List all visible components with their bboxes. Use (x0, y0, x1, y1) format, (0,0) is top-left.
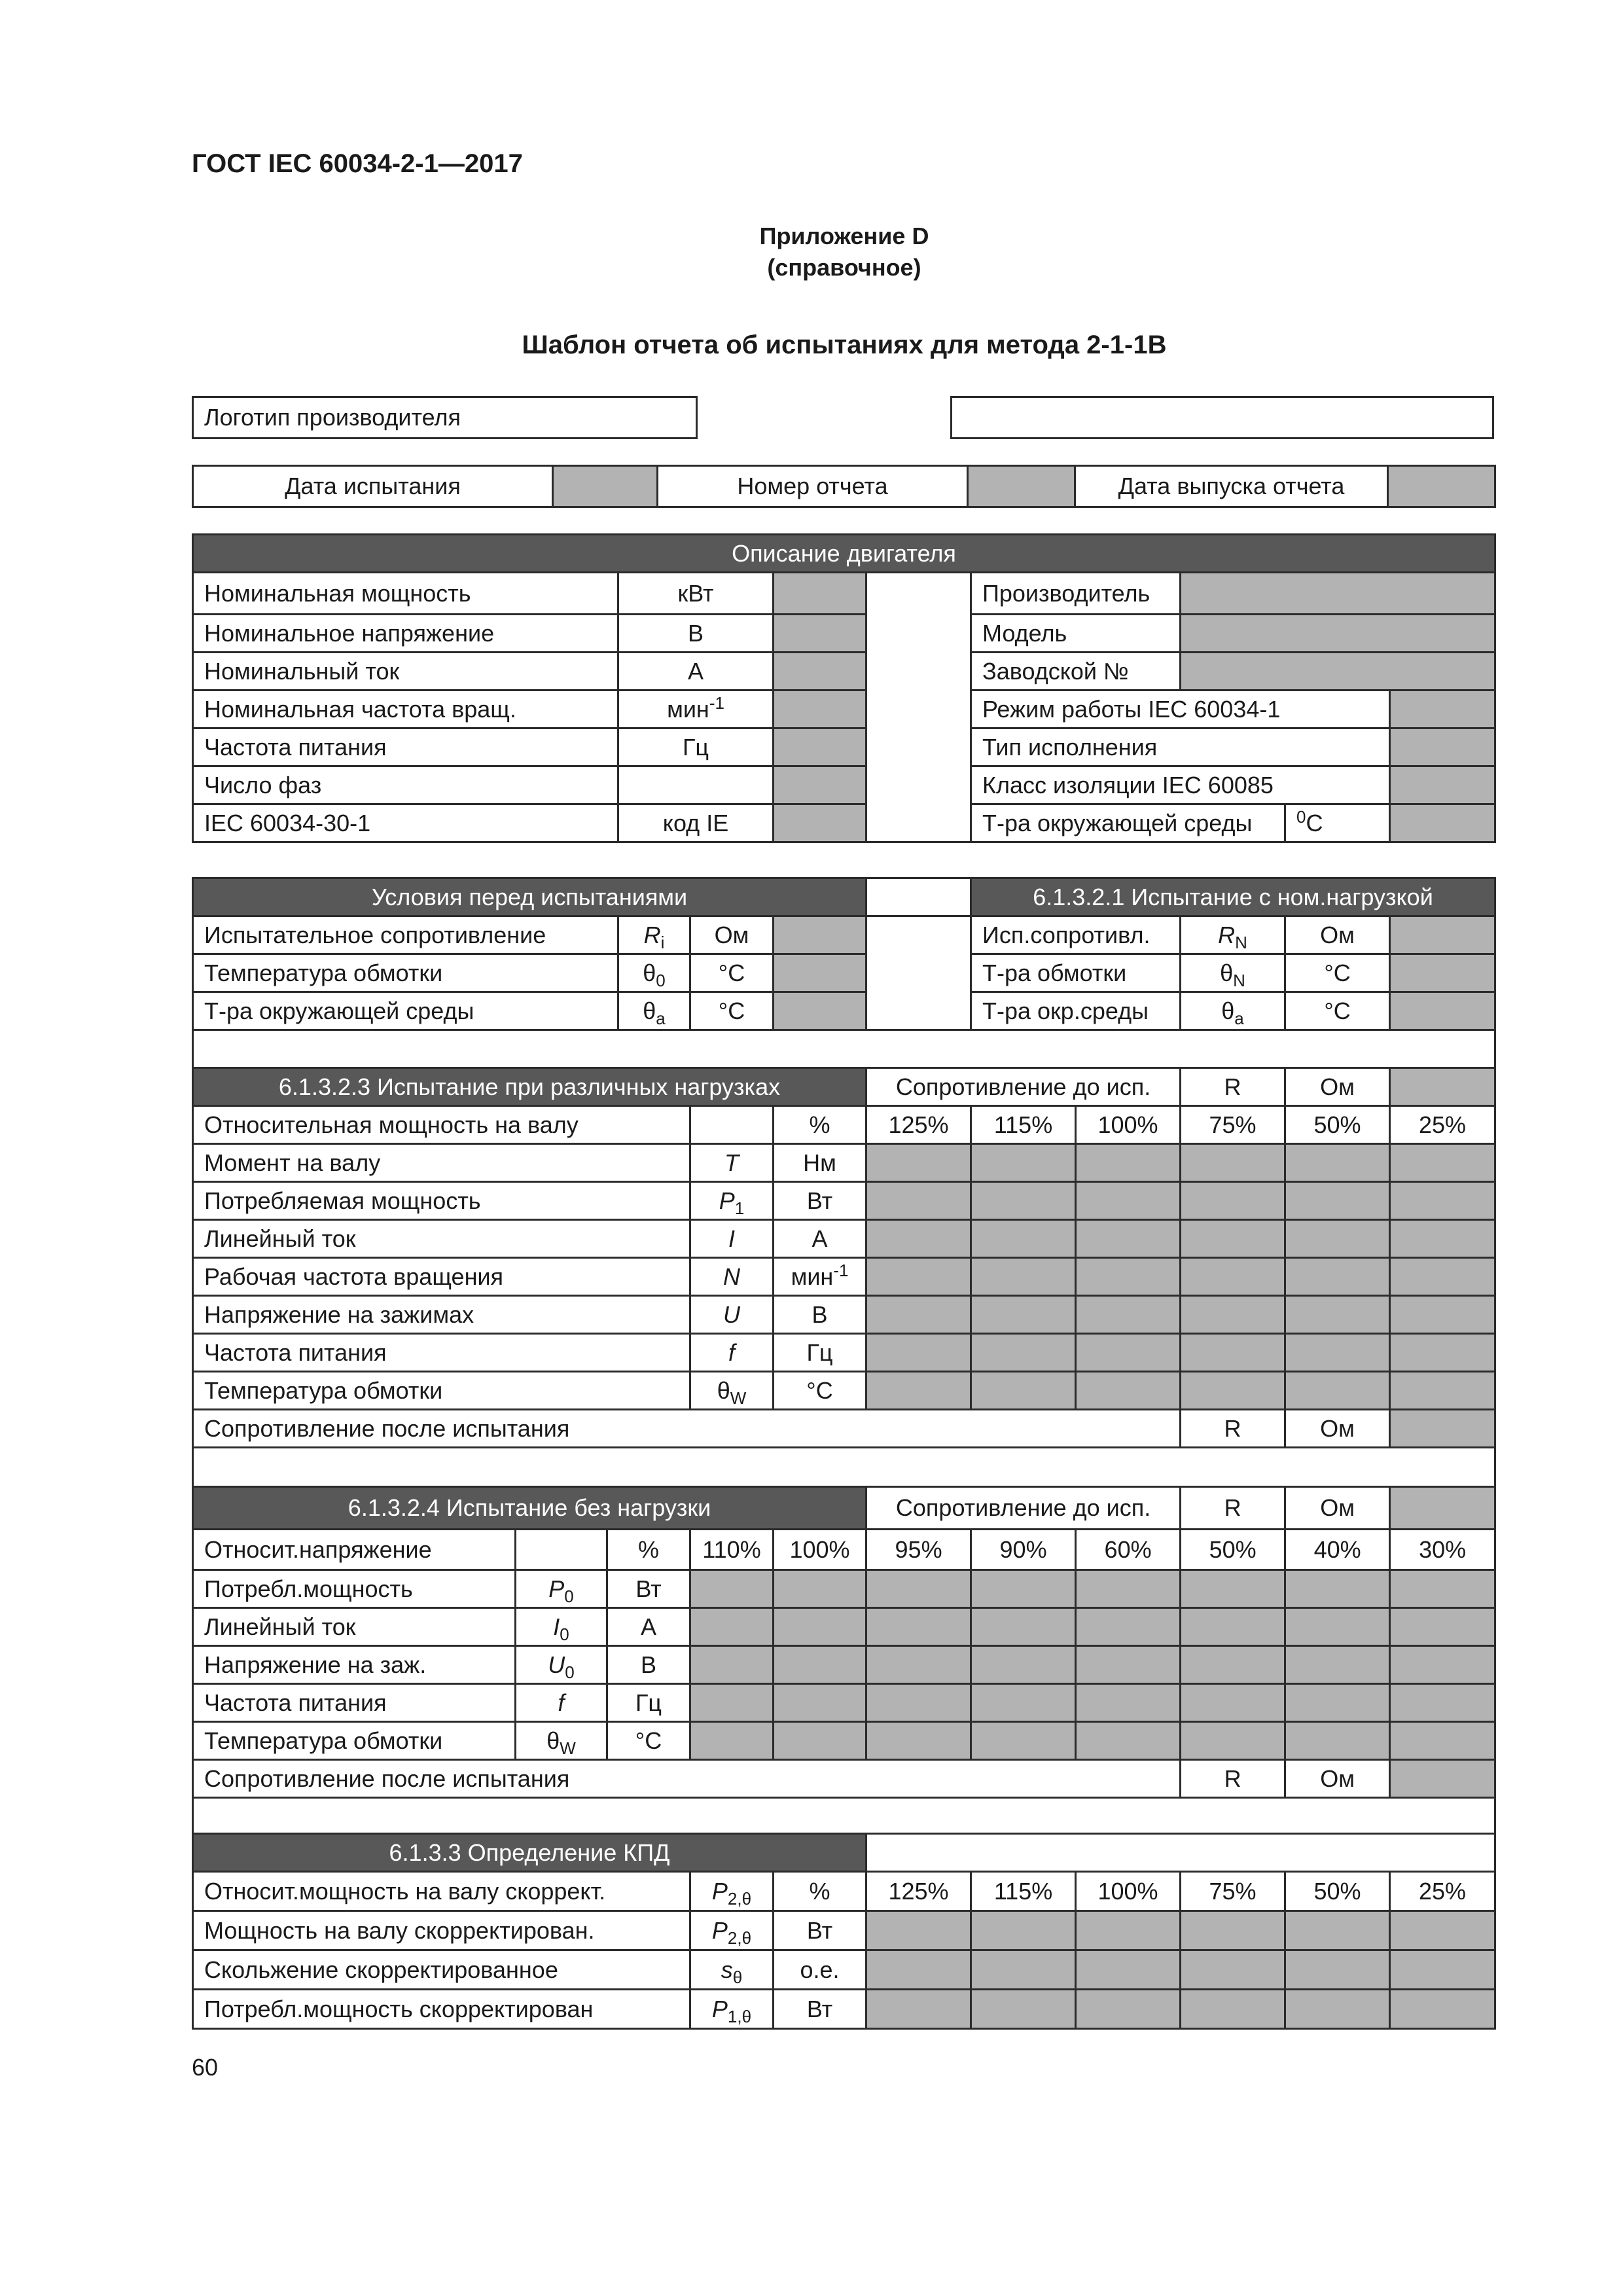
noload-test-title: 6.1.3.2.4 Испытание без нагрузки (193, 1487, 866, 1530)
motor-unit: мин$^{-1}$ (618, 691, 774, 728)
noload-label: Линейный ток (193, 1608, 516, 1646)
pretest-bottom-gap (193, 1030, 1495, 1068)
load-value-field[interactable] (1181, 1296, 1285, 1334)
motor-label: Номинальная мощность (193, 573, 618, 615)
motor-label: Число фаз (193, 766, 618, 804)
motor-label: Частота питания (193, 728, 618, 766)
noload-value-field[interactable] (1076, 1646, 1181, 1684)
efficiency-value-field[interactable] (971, 1950, 1076, 1990)
rated-unit: Ом (1285, 916, 1390, 954)
efficiency-row (193, 1950, 1495, 1990)
load-row (193, 1258, 1495, 1296)
load-value-field[interactable] (866, 1334, 971, 1372)
logo-image-box (950, 396, 1494, 439)
noload-after-field[interactable] (1390, 1760, 1495, 1798)
noload-value-field[interactable] (1390, 1646, 1495, 1684)
noload-value-field[interactable] (866, 1608, 971, 1646)
efficiency-value-field[interactable] (1390, 1911, 1495, 1950)
load-percent: 100% (1076, 1106, 1181, 1144)
motor-value-field[interactable] (774, 653, 866, 691)
motor-value-field[interactable] (774, 728, 866, 766)
noload-percent: 40% (1285, 1530, 1390, 1570)
test-date-field[interactable] (553, 466, 658, 507)
noload-value-field[interactable] (1181, 1684, 1285, 1722)
symbol: $P_{1,\theta}$ (690, 1990, 774, 2029)
motor-right-label: Тип исполнения (971, 728, 1390, 766)
load-value-field[interactable] (1390, 1296, 1495, 1334)
motor-label: IEC 60034-30-1 (193, 804, 618, 842)
load-row (193, 1372, 1495, 1410)
symbol: $P_{2,\theta}$ (690, 1911, 774, 1950)
load-value-field[interactable] (1181, 1144, 1285, 1182)
motor-label: Номинальное напряжение (193, 615, 618, 653)
symbol: $U_0$ (516, 1646, 607, 1684)
load-value-field[interactable] (1285, 1182, 1390, 1220)
symbol: f (516, 1684, 607, 1722)
noload-value-field[interactable] (774, 1722, 866, 1760)
load-value-field[interactable] (1076, 1258, 1181, 1296)
noload-value-field[interactable] (971, 1570, 1076, 1608)
noload-value-field[interactable] (690, 1608, 774, 1646)
load-percent-empty (690, 1106, 774, 1144)
pretest-spacer (866, 878, 971, 916)
load-r-label: R (1181, 1068, 1285, 1106)
logo-image-field[interactable] (952, 397, 1493, 439)
model-field[interactable] (1181, 615, 1495, 653)
pretest-unit: °C (690, 992, 774, 1030)
efficiency-percent: 50% (1285, 1872, 1390, 1911)
motor-right-label: Заводской № (971, 653, 1181, 691)
noload-value-field[interactable] (690, 1684, 774, 1722)
noload-unit: Вт (607, 1570, 690, 1608)
motor-right-label: Класс изоляции IEC 60085 (971, 766, 1390, 804)
page-title: Шаблон отчета об испытаниях для метода 2-1-1В (522, 331, 1167, 359)
load-value-field[interactable] (1181, 1334, 1285, 1372)
noload-value-field[interactable] (1076, 1684, 1181, 1722)
motor-value-field[interactable] (774, 573, 866, 615)
rated-symbol: $\theta_N$ (1181, 954, 1285, 992)
construction-field[interactable] (1390, 728, 1495, 766)
load-label: Рабочая частота вращения (193, 1258, 690, 1296)
load-value-field[interactable] (1390, 1144, 1495, 1182)
noload-percent: 110% (690, 1530, 774, 1570)
noload-row (193, 1646, 1495, 1684)
report-dates-row (192, 465, 1496, 508)
load-value-field[interactable] (1285, 1334, 1390, 1372)
efficiency-value-field[interactable] (971, 1990, 1076, 2029)
pretest-symbol: $R_i$ (618, 916, 690, 954)
load-value-field[interactable] (1390, 1372, 1495, 1410)
load-value-field[interactable] (1390, 1220, 1495, 1258)
noload-value-field[interactable] (1076, 1722, 1181, 1760)
efficiency-percent-label: Относит.мощность на валу скоррект. (193, 1872, 690, 1911)
efficiency-value-field[interactable] (1285, 1990, 1390, 2029)
symbol: $P_0$ (516, 1570, 607, 1608)
motor-right-label: Т-ра окружающей среды (971, 804, 1285, 842)
load-value-field[interactable] (866, 1220, 971, 1258)
efficiency-percent: 115% (971, 1872, 1076, 1911)
motor-right-label: Модель (971, 615, 1181, 653)
motor-value-field[interactable] (774, 615, 866, 653)
load-value-field[interactable] (1076, 1220, 1181, 1258)
noload-r-label: R (1181, 1487, 1285, 1530)
noload-value-field[interactable] (1390, 1570, 1495, 1608)
ambient-temp-field[interactable] (1390, 804, 1495, 842)
load-value-field[interactable] (1076, 1144, 1181, 1182)
noload-label: Частота питания (193, 1684, 516, 1722)
noload-after-ohm: Ом (1285, 1760, 1390, 1798)
ambient-unit: $^0$C (1285, 804, 1390, 842)
motor-right-label: Режим работы IEC 60034-1 (971, 691, 1390, 728)
noload-value-field[interactable] (1285, 1646, 1390, 1684)
symbol: $\theta_W$ (516, 1722, 607, 1760)
load-percent: 125% (866, 1106, 971, 1144)
noload-test-table (192, 1486, 1496, 1836)
rated-label: Исп.сопротивл. (971, 916, 1181, 954)
noload-after-label: Сопротивление после испытания (193, 1760, 1181, 1798)
efficiency-label: Мощность на валу скорректирован. (193, 1911, 690, 1950)
efficiency-label: Скольжение скорректированное (193, 1950, 690, 1990)
noload-value-field[interactable] (1181, 1608, 1285, 1646)
page-number: 60 (192, 2054, 219, 2081)
noload-value-field[interactable] (971, 1608, 1076, 1646)
symbol: $\theta_W$ (690, 1372, 774, 1410)
load-value-field[interactable] (866, 1144, 971, 1182)
noload-value-field[interactable] (1390, 1684, 1495, 1722)
noload-after-r: R (1181, 1760, 1285, 1798)
load-value-field[interactable] (1285, 1296, 1390, 1334)
load-bottom-gap (193, 1448, 1495, 1486)
noload-percent: 100% (774, 1530, 866, 1570)
load-value-field[interactable] (1390, 1334, 1495, 1372)
load-value-field[interactable] (1076, 1296, 1181, 1334)
issue-date-label: Дата выпуска отчета (1075, 466, 1388, 507)
efficiency-value-field[interactable] (1181, 1950, 1285, 1990)
load-value-field[interactable] (1285, 1220, 1390, 1258)
noload-value-field[interactable] (971, 1684, 1076, 1722)
noload-value-field[interactable] (971, 1646, 1076, 1684)
noload-percent-label: Относит.напряжение (193, 1530, 516, 1570)
noload-value-field[interactable] (1181, 1646, 1285, 1684)
motor-unit: код IE (618, 804, 774, 842)
noload-percent-empty (516, 1530, 607, 1570)
noload-value-field[interactable] (971, 1722, 1076, 1760)
load-value-field[interactable] (866, 1182, 971, 1220)
load-percent: 25% (1390, 1106, 1495, 1144)
pretest-table (192, 877, 1496, 1068)
motor-label: Номинальная частота вращ. (193, 691, 618, 728)
load-unit: Нм (774, 1144, 866, 1182)
noload-value-field[interactable] (1390, 1722, 1495, 1760)
pretest-unit: Ом (690, 916, 774, 954)
load-value-field[interactable] (1181, 1182, 1285, 1220)
test-date-label: Дата испытания (193, 466, 553, 507)
symbol: $s_\theta$ (690, 1950, 774, 1990)
efficiency-percent: 125% (866, 1872, 971, 1911)
motor-unit: Гц (618, 728, 774, 766)
load-value-field[interactable] (971, 1220, 1076, 1258)
pretest-value-field[interactable] (774, 916, 866, 954)
noload-bottom-gap (193, 1798, 1495, 1836)
pretest-label: Испытательное сопротивление (193, 916, 618, 954)
appendix-title: Приложение D (759, 223, 929, 249)
noload-value-field[interactable] (1076, 1608, 1181, 1646)
report-number-label: Номер отчета (658, 466, 968, 507)
insulation-class-field[interactable] (1390, 766, 1495, 804)
motor-unit: кВт (618, 573, 774, 615)
load-ohm-label: Ом (1285, 1068, 1390, 1106)
symbol: $P_1$ (690, 1182, 774, 1220)
noload-value-field[interactable] (1181, 1722, 1285, 1760)
load-row (193, 1182, 1495, 1220)
rated-test-title: 6.1.3.2.1 Испытание с ном.нагрузкой (971, 878, 1495, 916)
load-unit: °C (774, 1372, 866, 1410)
rated-symbol: $R_N$ (1181, 916, 1285, 954)
noload-percent: 90% (971, 1530, 1076, 1570)
load-label: Частота питания (193, 1334, 690, 1372)
efficiency-title: 6.1.3.3 Определение КПД (193, 1834, 866, 1872)
rated-label: Т-ра обмотки (971, 954, 1181, 992)
efficiency-value-field[interactable] (1285, 1950, 1390, 1990)
noload-value-field[interactable] (690, 1646, 774, 1684)
rated-unit: °C (1285, 954, 1390, 992)
efficiency-value-field[interactable] (1390, 1950, 1495, 1990)
noload-value-field[interactable] (1285, 1684, 1390, 1722)
load-value-field[interactable] (1390, 1182, 1495, 1220)
efficiency-unit: о.е. (774, 1950, 866, 1990)
noload-value-field[interactable] (690, 1570, 774, 1608)
rated-unit: °C (1285, 992, 1390, 1030)
noload-row (193, 1570, 1495, 1608)
noload-value-field[interactable] (1181, 1570, 1285, 1608)
load-value-field[interactable] (1181, 1372, 1285, 1410)
efficiency-percent: 75% (1181, 1872, 1285, 1911)
issue-date-field[interactable] (1388, 466, 1495, 507)
load-value-field[interactable] (1181, 1220, 1285, 1258)
load-value-field[interactable] (866, 1258, 971, 1296)
serial-number-field[interactable] (1181, 653, 1495, 691)
motor-value-field[interactable] (774, 804, 866, 842)
pretest-unit: °C (690, 954, 774, 992)
load-value-field[interactable] (1076, 1334, 1181, 1372)
load-value-field[interactable] (971, 1296, 1076, 1334)
noload-unit: А (607, 1608, 690, 1646)
symbol: $I_0$ (516, 1608, 607, 1646)
symbol: U (690, 1296, 774, 1334)
noload-unit: В (607, 1646, 690, 1684)
efficiency-percent: 100% (1076, 1872, 1181, 1911)
efficiency-value-field[interactable] (971, 1911, 1076, 1950)
load-after-label: Сопротивление после испытания (193, 1410, 1181, 1448)
symbol: I (690, 1220, 774, 1258)
noload-row (193, 1684, 1495, 1722)
load-label: Температура обмотки (193, 1372, 690, 1410)
pretest-title: Условия перед испытаниями (193, 878, 866, 916)
rated-value-field[interactable] (1390, 992, 1495, 1030)
pretest-gap (866, 916, 971, 1030)
efficiency-percent-symbol: $P_{2,\theta}$ (690, 1872, 774, 1911)
load-label: Потребляемая мощность (193, 1182, 690, 1220)
efficiency-table (192, 1833, 1496, 2030)
efficiency-value-field[interactable] (1076, 1990, 1181, 2029)
noload-value-field[interactable] (866, 1722, 971, 1760)
efficiency-unit: Вт (774, 1990, 866, 2029)
noload-res-before-label: Сопротивление до исп. (866, 1487, 1181, 1530)
logo-box (192, 396, 698, 439)
load-label: Линейный ток (193, 1220, 690, 1258)
load-after-field[interactable] (1390, 1410, 1495, 1448)
rated-label: Т-ра окр.среды (971, 992, 1181, 1030)
noload-value-field[interactable] (774, 1646, 866, 1684)
noload-percent: 30% (1390, 1530, 1495, 1570)
efficiency-row (193, 1990, 1495, 2029)
noload-value-field[interactable] (1076, 1570, 1181, 1608)
load-percent: 115% (971, 1106, 1076, 1144)
symbol: f (690, 1334, 774, 1372)
symbol: T (690, 1144, 774, 1182)
noload-percent: 95% (866, 1530, 971, 1570)
efficiency-value-field[interactable] (866, 1911, 971, 1950)
noload-label: Температура обмотки (193, 1722, 516, 1760)
pretest-symbol: $\theta_a$ (618, 992, 690, 1030)
load-value-field[interactable] (1285, 1372, 1390, 1410)
noload-ohm-label: Ом (1285, 1487, 1390, 1530)
report-number-field[interactable] (968, 466, 1075, 507)
noload-value-field[interactable] (866, 1646, 971, 1684)
motor-description-table (192, 533, 1496, 843)
noload-value-field[interactable] (1285, 1722, 1390, 1760)
noload-row (193, 1722, 1495, 1760)
appendix-kind: (справочное) (767, 254, 921, 281)
load-value-field[interactable] (1285, 1258, 1390, 1296)
load-test-title: 6.1.3.2.3 Испытание при различных нагрузках (193, 1068, 866, 1106)
load-value-field[interactable] (1181, 1258, 1285, 1296)
efficiency-value-field[interactable] (1390, 1990, 1495, 2029)
noload-value-field[interactable] (774, 1608, 866, 1646)
motor-right-label: Производитель (971, 573, 1181, 615)
load-label: Момент на валу (193, 1144, 690, 1182)
motor-value-field[interactable] (774, 691, 866, 728)
load-percent-unit: % (774, 1106, 866, 1144)
efficiency-label: Потребл.мощность скорректирован (193, 1990, 690, 2029)
motor-label: Номинальный ток (193, 653, 618, 691)
load-value-field[interactable] (1076, 1182, 1181, 1220)
load-label: Напряжение на зажимах (193, 1296, 690, 1334)
noload-label: Напряжение на заж. (193, 1646, 516, 1684)
pretest-label: Температура обмотки (193, 954, 618, 992)
load-res-before-field[interactable] (1390, 1068, 1495, 1106)
efficiency-value-field[interactable] (1076, 1911, 1181, 1950)
rated-value-field[interactable] (1390, 916, 1495, 954)
load-row (193, 1144, 1495, 1182)
noload-value-field[interactable] (774, 1684, 866, 1722)
efficiency-header-gap (866, 1834, 1495, 1872)
noload-value-field[interactable] (690, 1722, 774, 1760)
rated-symbol: $\theta_a$ (1181, 992, 1285, 1030)
load-value-field[interactable] (971, 1334, 1076, 1372)
standard-code: ГОСТ IEC 60034-2-1—2017 (192, 149, 523, 178)
load-value-field[interactable] (971, 1144, 1076, 1182)
noload-percent-unit: % (607, 1530, 690, 1570)
load-after-r: R (1181, 1410, 1285, 1448)
motor-spacer (866, 573, 971, 842)
motor-unit (618, 766, 774, 804)
noload-percent: 50% (1181, 1530, 1285, 1570)
load-row (193, 1220, 1495, 1258)
load-percent: 50% (1285, 1106, 1390, 1144)
noload-percent: 60% (1076, 1530, 1181, 1570)
load-unit: В (774, 1296, 866, 1334)
load-percent: 75% (1181, 1106, 1285, 1144)
load-unit: Вт (774, 1182, 866, 1220)
pretest-label: Т-ра окружающей среды (193, 992, 618, 1030)
pretest-value-field[interactable] (774, 992, 866, 1030)
motor-unit: А (618, 653, 774, 691)
noload-unit: Гц (607, 1684, 690, 1722)
noload-value-field[interactable] (866, 1684, 971, 1722)
load-value-field[interactable] (866, 1296, 971, 1334)
load-after-ohm: Ом (1285, 1410, 1390, 1448)
noload-label: Потребл.мощность (193, 1570, 516, 1608)
noload-value-field[interactable] (1285, 1608, 1390, 1646)
efficiency-value-field[interactable] (866, 1950, 971, 1990)
noload-row (193, 1608, 1495, 1646)
pretest-symbol: $\theta_0$ (618, 954, 690, 992)
logo-label: Логотип производителя (193, 397, 697, 439)
motor-unit: В (618, 615, 774, 653)
load-value-field[interactable] (971, 1372, 1076, 1410)
efficiency-value-field[interactable] (1181, 1911, 1285, 1950)
efficiency-value-field[interactable] (1181, 1990, 1285, 2029)
manufacturer-field[interactable] (1181, 573, 1495, 615)
efficiency-value-field[interactable] (1285, 1911, 1390, 1950)
noload-unit: °C (607, 1722, 690, 1760)
efficiency-percent: 25% (1390, 1872, 1495, 1911)
symbol: N (690, 1258, 774, 1296)
efficiency-unit: Вт (774, 1911, 866, 1950)
efficiency-percent-unit: % (774, 1872, 866, 1911)
duty-field[interactable] (1390, 691, 1495, 728)
efficiency-value-field[interactable] (1076, 1950, 1181, 1990)
noload-res-before-field[interactable] (1390, 1487, 1495, 1530)
load-res-before-label: Сопротивление до исп. (866, 1068, 1181, 1106)
load-value-field[interactable] (971, 1182, 1076, 1220)
efficiency-value-field[interactable] (866, 1990, 971, 2029)
load-value-field[interactable] (866, 1372, 971, 1410)
load-unit: Гц (774, 1334, 866, 1372)
pretest-value-field[interactable] (774, 954, 866, 992)
load-unit: мин$^{-1}$ (774, 1258, 866, 1296)
load-value-field[interactable] (1285, 1144, 1390, 1182)
motor-section-title: Описание двигателя (193, 535, 1495, 573)
noload-value-field[interactable] (774, 1570, 866, 1608)
efficiency-row (193, 1911, 1495, 1950)
noload-value-field[interactable] (1390, 1608, 1495, 1646)
load-value-field[interactable] (971, 1258, 1076, 1296)
load-value-field[interactable] (1390, 1258, 1495, 1296)
load-value-field[interactable] (1076, 1372, 1181, 1410)
load-row (193, 1334, 1495, 1372)
noload-value-field[interactable] (1285, 1570, 1390, 1608)
load-test-table (192, 1067, 1496, 1486)
load-unit: А (774, 1220, 866, 1258)
rated-value-field[interactable] (1390, 954, 1495, 992)
load-row (193, 1296, 1495, 1334)
noload-value-field[interactable] (866, 1570, 971, 1608)
motor-value-field[interactable] (774, 766, 866, 804)
load-percent-label: Относительная мощность на валу (193, 1106, 690, 1144)
